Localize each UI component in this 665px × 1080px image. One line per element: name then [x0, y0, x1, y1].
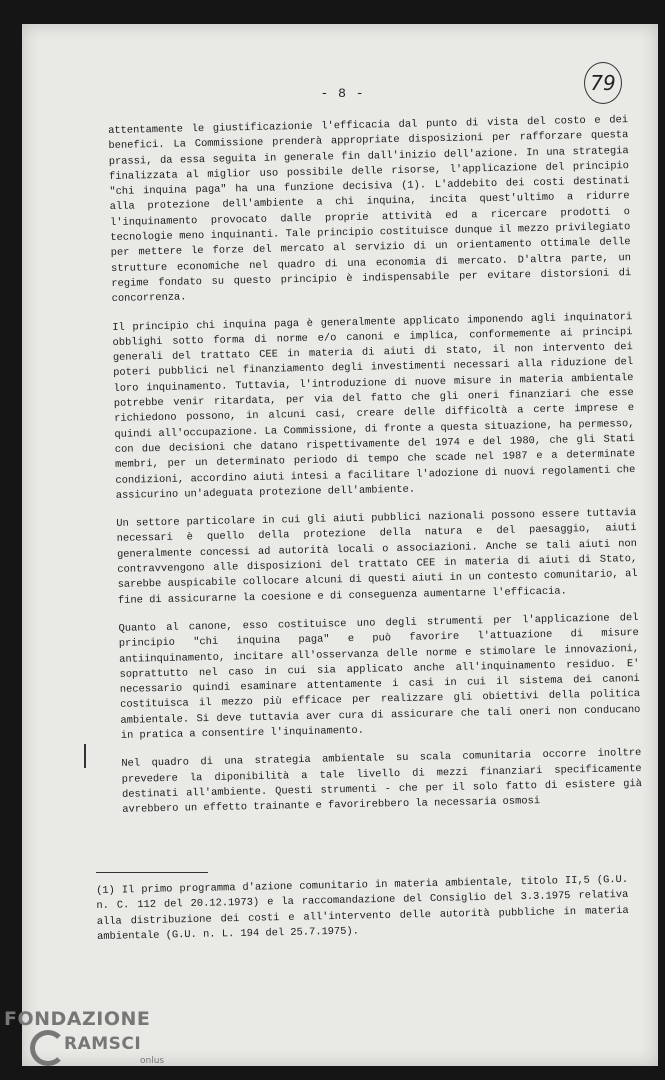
- paragraph-2: Il principio chi inquina paga è generalmente applicato imponendo agli inquinatori obblighi sotto forma di norme e/o canoni e implica, conformemente ai principi generali del trattato CEE in materia di aiuti di stato, il non intervento dei poteri pubblici nel finanziamento degli investimenti necessari alla riduzione del loro inquinamento. Tuttavia, l'introduzione di nuove misure in materia ambientale potrebbe venir ritardata, per via del fatto che gli oneri finanziari che esse richiedono possono, in alcuni casi, creare delle difficoltà a certe imprese e quindi all'occupazione. La Commissione, di fronte a questa situazione, ha permesso, con due decisioni che datano rispettivamente del 1974 e del 1980, che gli Stati membri, per un determinato periodo di tempo che scade nel 1987 e a determinate condizioni, accordino aiuti intesi a facilitare l'adozione di nuovi regolamenti che assicurino un'adeguata protezione dell'ambiente.: [112, 310, 636, 502]
- body-text: [108, 113, 643, 828]
- watermark-logo: [4, 1008, 174, 1074]
- watermark-g-icon: [30, 1030, 66, 1066]
- paragraph-1: attentamente le giustificazionie l'efficacia dal punto di vista del costo e dei benefici. La Commissione prenderà appropriate disposizioni per rafforzare questa prassi, da essa seguita in generale fin dall'inizio dell'azione. In una strategia finalizzata al miglior uso possibile delle risorse, l'applicazione del principio "chi inquina paga" ha una funzione decisiva (1). L'addebito dei costi destinati alla protezione dell'ambiente a chi inquina, incita quest'ultimo a ridurre l'inquinamento provocato dalle proprie attività ed a ricercare prodotti o tecnologie meno inquinanti. Tale principio costituisce dunque il mezzo privilegiato per mettere le forze del mercato al servizio di un orientamento ottimale delle strutture economiche nel quadro di una economia di mercato. D'altra parte, un regime fondato su questo principio è indispensabile per evitare distorsioni di concorrenza.: [108, 114, 632, 306]
- footnote: (1) Il primo programma d'azione comunitario in materia ambientale, titolo II,5 (G.U. n. C. 112 del 20.12.1973) e la raccomandazione del Consiglio del 3.3.1975 relativa alla distribuzione dei costi e all'intervento delle autorità pubbliche in materia ambientale (G.U. n. L. 194 del 25.7.1975).: [96, 873, 629, 943]
- paragraph-4: Quanto al canone, esso costituisce uno degli strumenti per l'applicazione del principio "chi inquina paga" e può favorire l'attuazione di misure antiinquinamento, incitare all'osservanza delle norme e stimolare le innovazioni, soprattutto nel caso in cui sia applicato anche all'inquinamento residuo. E' necessario quindi esaminare attentamente i casi in cui il sistema dei canoni costituisca il mezzo più efficace per realizzare gli obiettivi della politica ambientale. Si deve tuttavia aver cura di assicurare che tali oneri non conducano in pratica a consentire l'inquinamento.: [118, 611, 641, 742]
- paragraph-5: Nel quadro di una strategia ambientale su scala comunitaria occorre inoltre prevedere la diponibilità a tale livello di mezzi finanziari specificamente destinati all'ambiente. Questi strumenti - che per il solo fatto di esistere già avrebbero un effetto trainante e favorirebbero la necessaria osmosi: [121, 747, 643, 817]
- watermark-line2: RAMSCI: [64, 1034, 142, 1054]
- watermark-line1: FONDAZIONE: [4, 1008, 151, 1030]
- archive-number-stamp: 79: [584, 62, 622, 104]
- watermark-line3: onlus: [140, 1056, 165, 1066]
- paragraph-3: Un settore particolare in cui gli aiuti pubblici nazionali possono essere tuttavia necessari è quello della protezione della natura e del paesaggio, aiuti generalmente concessi ad autorità locali o associazioni. Anche se tali aiuti non contravvengono alle disposizioni del trattato CEE in materia di aiuti di Stato, sarebbe auspicabile collocare alcuni di questi aiuti in un contesto comunitario, al fine di assicurarne la coesione e di conseguenza aumentarne l'efficacia.: [116, 507, 638, 607]
- margin-mark: [84, 744, 86, 768]
- footnote-divider: [96, 872, 208, 873]
- page-number: - 8 -: [320, 86, 365, 101]
